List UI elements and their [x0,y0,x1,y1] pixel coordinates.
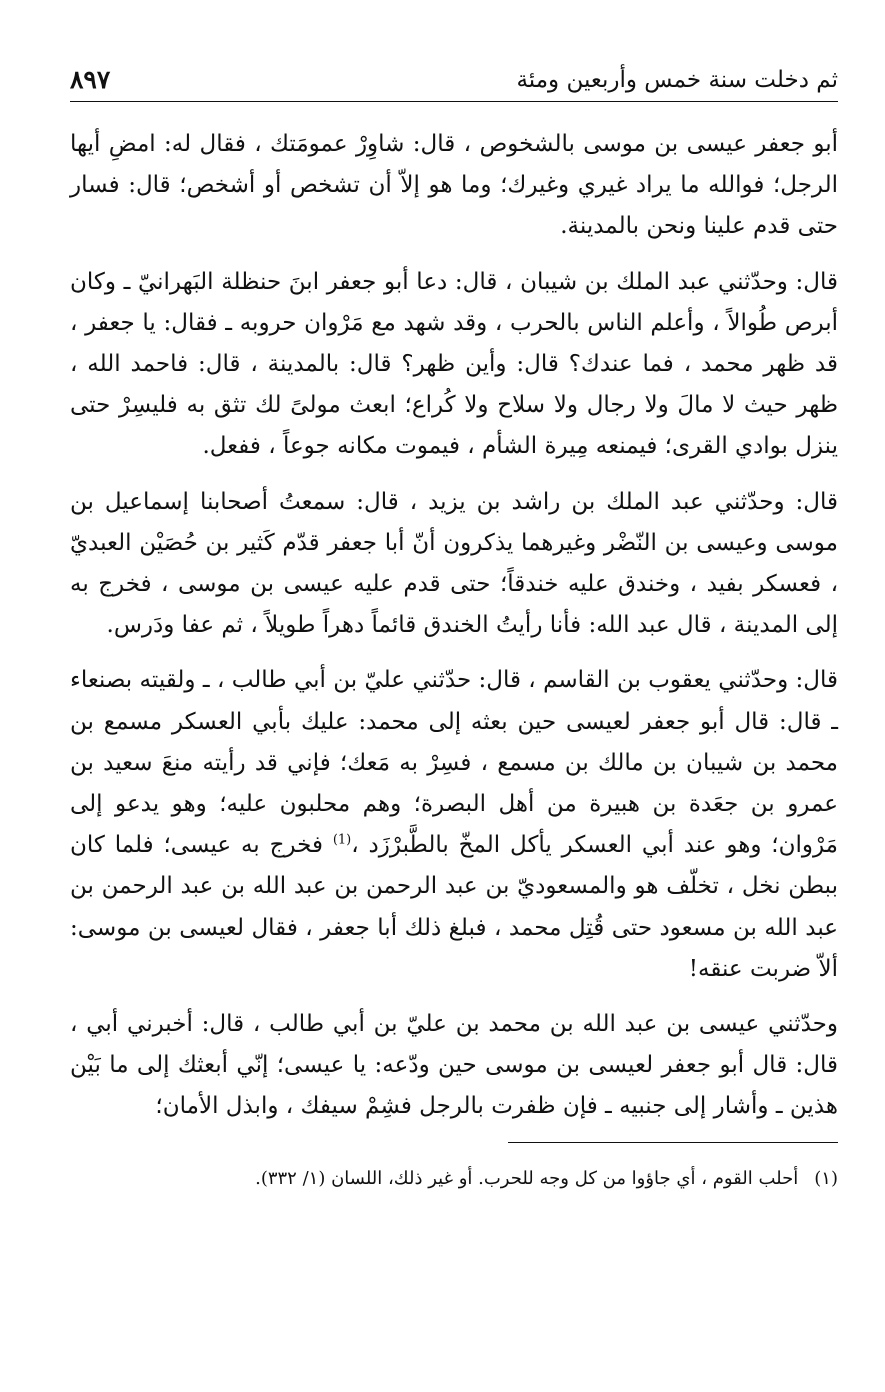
text-line: ـ وكان أبرص طُوالاً ، وأعلم الناس بالحرب ، وقد شهد مع مَرْوان حروبه ـ [70,268,838,336]
text-line: موسى ، فخرج به إلى المدينة ، قال عبد الله: فأنا رأيتُ الخندق قائماً دهراً [70,571,838,639]
paragraph [70,262,838,468]
text-line: عليه؛ وهو يدعو إلى مَرْوان؛ وهو عند أبي العسكر يأكل المخّ بالطَّبرْزَد ، [70,791,839,859]
text-line: قال: وحدّثني عبد الملك بن راشد بن يزيد ، قال: سمعتُ أصحابنا [199,488,838,515]
text-line: بأبي العسكر مسمع بن محمد بن شيبان بن مالك بن مسمع ، فسِرْ به مَعك؛ فإني [70,708,838,776]
text-line: عبد الرحمن بن عبد الله بن عبد الرحمن بن عبد الله بن مسعود حتى قُتِل محمد ، [70,873,838,941]
text-line: قال: وحدّثني يعقوب بن القاسم ، قال: حدّثني عليّ بن أبي طالب ، ـ [202,667,838,694]
text-line: فقال: يا جعفر ، قد ظهر محمد ، فما عندك؟ قال: وأين ظهر؟ قال: بالمدينة ، [70,309,838,378]
text-line: أبو جعفر عيسى بن موسى بالشخوص ، قال: شاوِرْ عمومَتك ، فقال له: امضِ [108,131,838,157]
text-line: ما بَيْن هذين ـ وأشار إلى جنبيه ـ فإن ظفرت بالرجل فشِمْ سيفك ، وابذل الأمان؛ [70,1052,838,1120]
footnote-divider [508,1142,838,1143]
text-line: ولقيته بصنعاء ـ قال: قال أبو جعفر لعيسى حين بعثه إلى محمد: عليك [70,667,839,735]
text-line: قد رأيته منعَ سعيد بن عمرو بن جعَدة بن هبيرة من أهل البصرة؛ وهم محلبون [70,749,839,818]
footnote-text: أحلب القوم ، أي جاؤوا من كل وجه للحرب. أو غير ذلك، اللسان (١/ ٣٣٢). [255,1167,799,1189]
text-line: جوعاً ، ففعل. [202,433,330,460]
footnote-reference[interactable]: (1) [332,832,352,848]
text-line: لك تثق به فليسِرْ حتى ينزل بوادي القرى؛ فيمنعه مِيرة الشأم ، فيموت مكانه [70,392,838,460]
text-line: قال: وحدّثني عبد الملك بن شيبان ، قال: دعا أبو جعفر ابنَ حنظلة البَهرانيّ [137,268,838,295]
footnote-number: (١) [814,1167,838,1189]
text-line: حُصَيْن العبديّ ، فعسكر بفيد ، وخندق عليه خندقاً؛ حتى قدم عليه عيسى بن [70,529,838,598]
running-title: ثم دخلت سنة خمس وأربعين ومئة [516,67,838,93]
page-header [70,58,838,102]
footnote [70,1165,838,1193]
text-line: إسماعيل بن موسى وعيسى بن النّضْر وغيرهما يذكرون أنّ أبا جعفر قدّم كَثير بن [70,488,838,556]
paragraph [70,482,838,647]
text-line: طويلاً ، ثم عفا ودَرس. [106,612,316,639]
text-line: أيها الرجل؛ فوالله ما يراد غيري وغيرك؛ وما هو إلاّ أن تشخص أو أشخص؛ [70,131,839,199]
paragraph [70,660,838,990]
paragraph [70,1004,838,1128]
body-text [70,124,838,1128]
text-line: قال: فسار حتى قدم علينا ونحن بالمدينة. [70,172,838,240]
text-line: فخرج به عيسى؛ فلما كان ببطن نخل ، تخلّف هو والمسعوديّ بن [70,832,839,900]
book-page [70,58,838,1358]
page-number: ٨٩٧ [70,65,111,94]
text-line: وحدّثني عيسى بن عبد الله بن محمد بن عليّ بن أبي طالب ، قال: أخبرني [127,1011,839,1038]
paragraph [70,124,838,248]
text-line: أبي ، قال: قال أبو جعفر لعيسى بن موسى حين ودّعه: يا عيسى؛ إنّي أبعثك إلى [70,1011,839,1079]
text-line: فبلغ ذلك أبا جعفر ، فقال لعيسى بن موسى: ألاّ ضربت عنقه! [70,914,838,982]
text-line: قال: فاحمد الله ، ظهر حيث لا مالَ ولا رجال ولا سلاح ولا كُراع؛ ابعث مولىً [70,351,839,419]
